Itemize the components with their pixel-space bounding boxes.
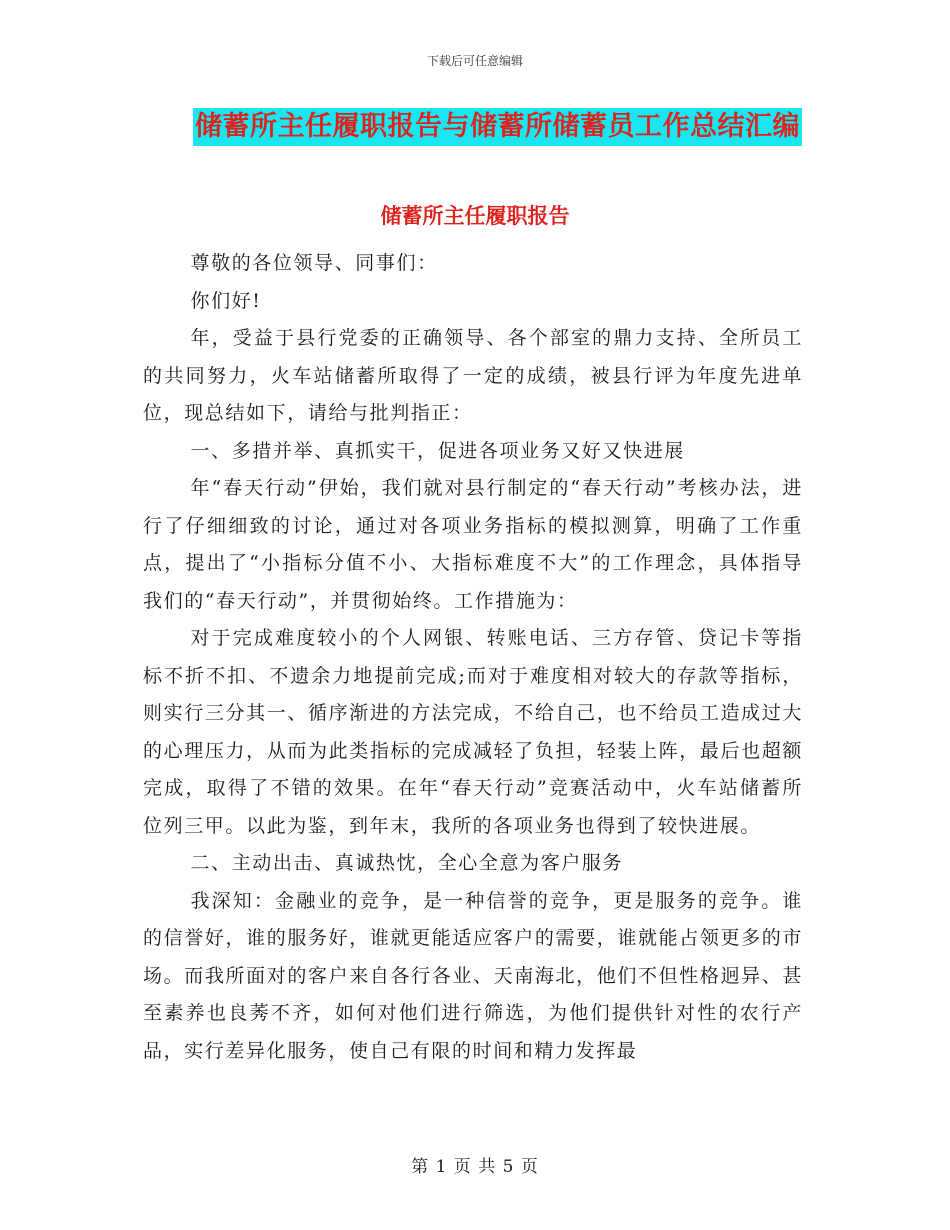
main-title-wrap — [0, 108, 950, 146]
paragraph-greeting: 你们好! — [190, 289, 262, 312]
paragraph-spring-action: 年“春天行动”伊始，我们就对县行制定的“春天行动”考核办法，进行了仔细细致的讨论，通过对各项业务指标的模拟测算，明确了工作重点，提出了“小指标分值不小、大指标难度不大”的工作理念，具体指导我们的“春天行动”，并贯彻始终。工作措施为： — [143, 477, 803, 612]
header-note: 下载后可任意编辑 — [426, 54, 523, 68]
paragraph-heading-2: 二、主动出击、真诚热忱，全心全意为客户服务 — [190, 852, 624, 874]
page-footer: 第 1 页 共 5 页 — [411, 1157, 539, 1177]
paragraph-service: 我深知：金融业的竞争，是一种信誉的竞争，更是服务的竞争。谁的信誉好，谁的服务好，谁就更能适应客户的需要，谁就能占领更多的市场。而我所面对的客户来自各行各业、天南海北，他们不但性格迥异、甚至素养也良莠不齐，如何对他们进行筛选，为他们提供针对性的农行产品，实行差异化服务，使自己有限的时间和精力发挥最 — [143, 889, 803, 1062]
document-title: 储蓄所主任履职报告与储蓄所储蓄员工作总结汇编 — [193, 108, 802, 146]
body-text — [143, 245, 803, 1070]
section-title: 储蓄所主任履职报告 — [380, 203, 570, 228]
paragraph-heading-1: 一、多措并举、真抓实干，促进各项业务又好又快进展 — [190, 439, 685, 462]
paragraph-intro: 年，受益于县行党委的正确领导、各个部室的鼎力支持、全所员工的共同努力，火车站储蓄所取得了一定的成绩，被县行评为年度先进单位，现总结如下，请给与批判指正： — [143, 327, 803, 424]
paragraph-measures: 对于完成难度较小的个人网银、转账电话、三方存管、贷记卡等指标不折不扣、不遗余力地提前完成;而对于难度相对较大的存款等指标，则实行三分其一、循序渐进的方法完成，不给自己，也不给员工造成过大的心理压力，从而为此类指标的完成减轻了负担，轻装上阵，最后也超额完成，取得了不错的效果。在年“春天行动”竞赛活动中，火车站储蓄所位列三甲。以此为鉴，到年末，我所的各项业务也得到了较快进展。 — [143, 627, 803, 837]
paragraph-salutation: 尊敬的各位领导、同事们： — [190, 252, 438, 274]
